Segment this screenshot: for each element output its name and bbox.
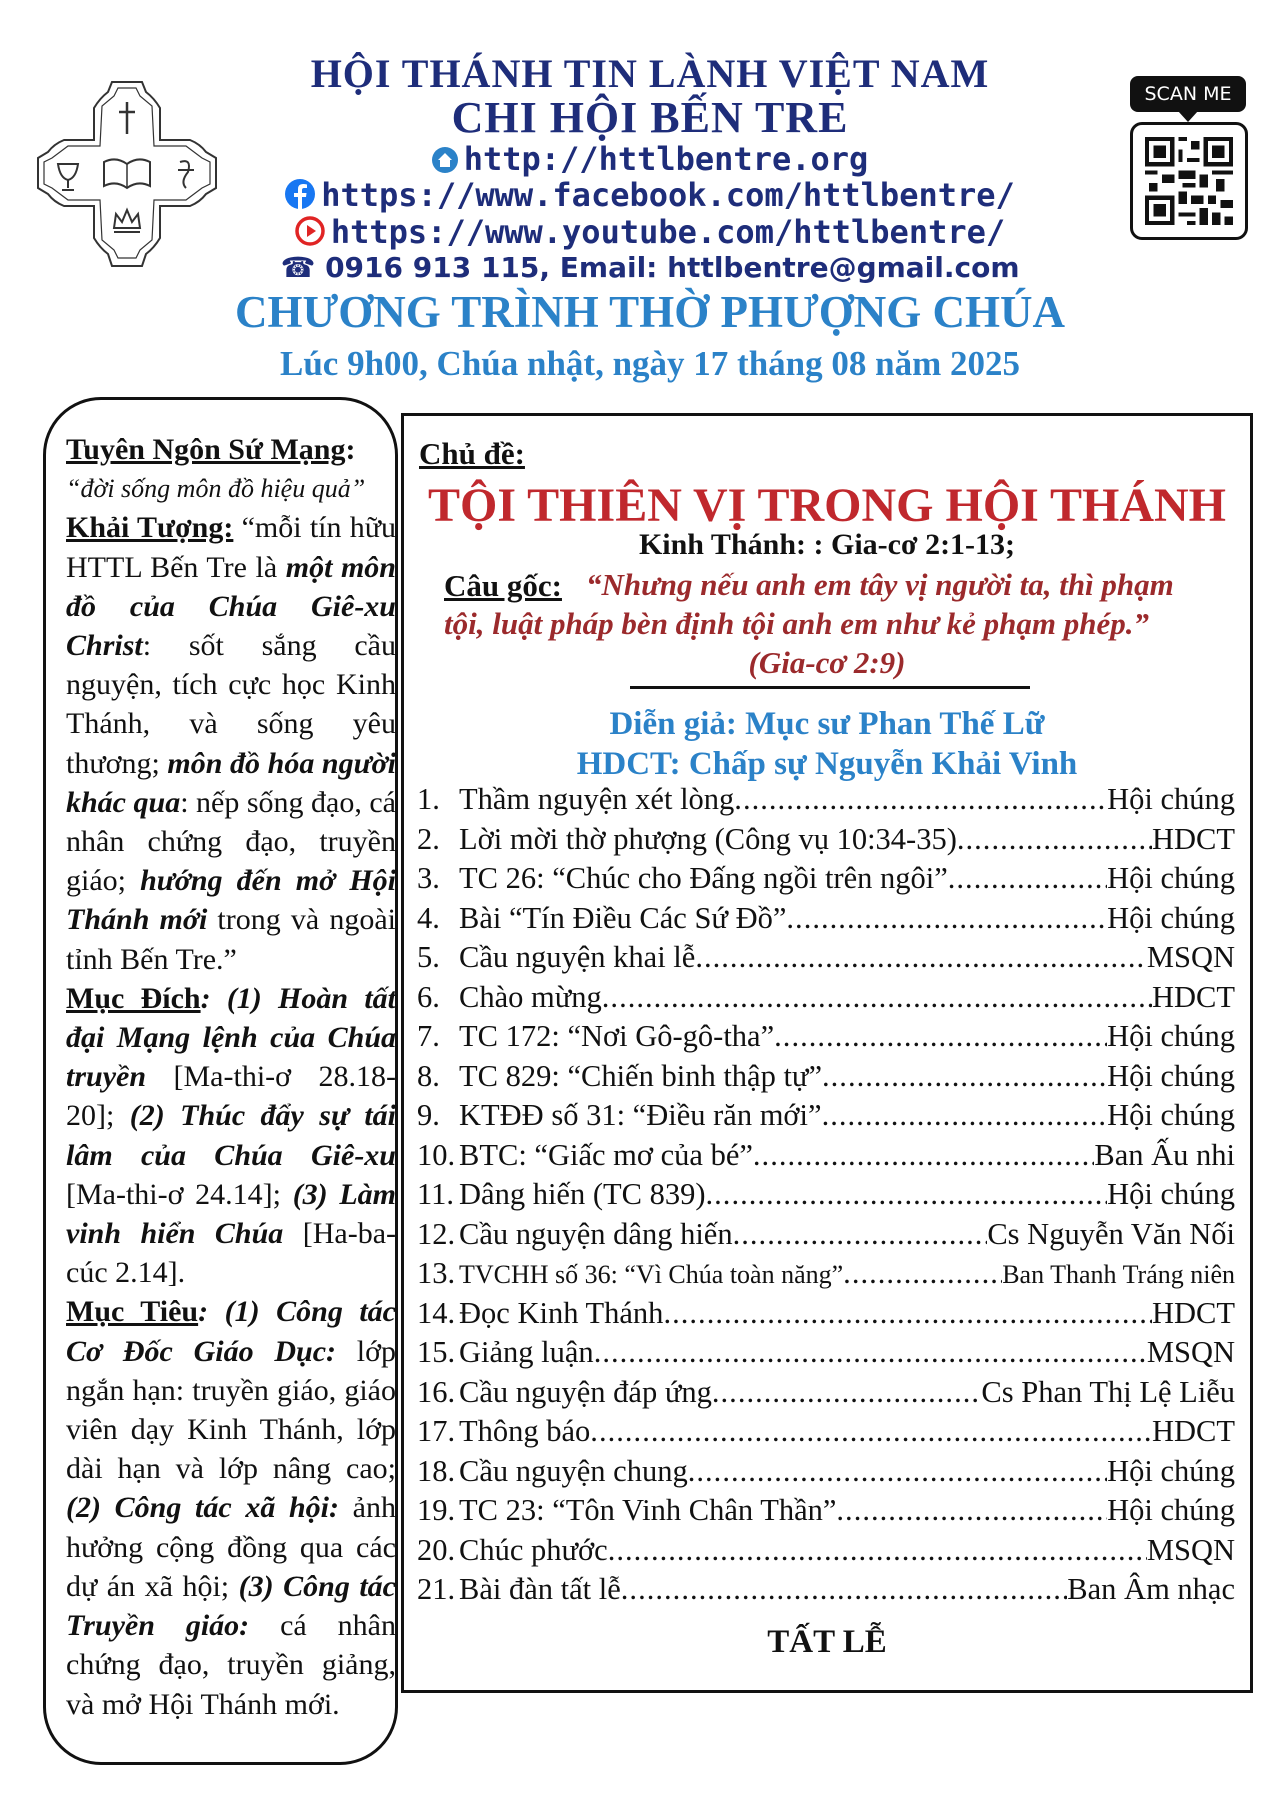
church-name: HỘI THÁNH TIN LÀNH VIỆT NAM: [310, 51, 990, 96]
item-number: 21.: [417, 1572, 456, 1606]
goal-text-1: lớp ngắn hạn: truyền giáo, giáo viên dạy Kinh Thánh, lớp dài hạn và lớp nâng cao;: [66, 1334, 396, 1486]
item-responsible: Cs Phan Thị Lệ Liễu: [981, 1374, 1235, 1409]
item-number: 8.: [417, 1058, 440, 1093]
leader-dots: [957, 822, 1152, 857]
topic-label: Chủ đề:: [419, 436, 525, 471]
leader-dots: [590, 1414, 1152, 1449]
order-of-service-list: [417, 782, 1235, 1612]
item-responsible: Ban Ấu nhi: [1094, 1137, 1235, 1172]
item-responsible: Hội chúng: [1107, 1019, 1235, 1053]
goal-bold-3: (3) Công tác Truyền giáo:: [66, 1569, 397, 1643]
item-label: Bài đàn tất lễ: [459, 1572, 621, 1606]
item-label: Cầu nguyện dâng hiến: [459, 1216, 733, 1251]
item-responsible: Hội chúng: [1107, 1493, 1235, 1527]
item-label: Cầu nguyện khai lễ: [459, 940, 696, 974]
scripture-reference: Kinh Thánh: : Gia-cơ 2:1-13;: [638, 528, 1016, 561]
list-item: [417, 822, 1235, 862]
leader-dots: [843, 1256, 1002, 1291]
closing-label: TẤT LỄ: [767, 1624, 887, 1660]
goal-text-3: cá nhân chứng đạo, truyền giảng, và mở Hội Thánh mới.: [66, 1609, 396, 1721]
goal-heading: Mục Tiêu: [66, 1295, 199, 1329]
item-label: Cầu nguyện đáp ứng: [459, 1374, 712, 1409]
leader-dots: [594, 1335, 1147, 1370]
item-number: 19.: [417, 1493, 456, 1527]
mission-subtitle: “đời sống môn đồ hiệu quả”: [66, 474, 366, 504]
host: HDCT: Chấp sự Nguyễn Khải Vinh: [576, 746, 1078, 782]
sermon-title: TỘI THIÊN VỊ TRONG HỘI THÁNH: [428, 479, 1226, 532]
qr-scan-block[interactable]: [1130, 76, 1246, 246]
item-number: 12.: [417, 1216, 456, 1251]
item-label: TC 829: “Chiến binh thập tự”: [459, 1058, 822, 1093]
leader-dots: [734, 782, 1107, 817]
item-number: 13.: [417, 1256, 456, 1290]
item-number: 18.: [417, 1453, 456, 1488]
facebook-text: https://www.facebook.com/httlbentre/: [321, 176, 1015, 214]
purpose-text-3: [Ha-ba-cúc 2.14].: [66, 1217, 396, 1290]
item-label: Chào mừng: [459, 979, 602, 1014]
cross-emblem-icon: [34, 78, 220, 270]
item-number: 7.: [417, 1019, 440, 1053]
key-verse-reference: (Gia-cơ 2:9): [748, 645, 906, 680]
list-item: [417, 1335, 1235, 1375]
item-number: 6.: [417, 979, 440, 1014]
list-item: [417, 782, 1235, 822]
leader-dots: [753, 1138, 1094, 1173]
facebook-icon: [285, 179, 315, 209]
branch-name: CHI HỘI BẾN TRE: [451, 93, 849, 142]
item-label: TVCHH số 36: “Vì Chúa toàn năng”: [459, 1260, 844, 1289]
item-number: 2.: [417, 821, 440, 856]
list-item: [417, 1217, 1235, 1257]
website-link[interactable]: [210, 140, 1090, 178]
leader-dots: [822, 1059, 1107, 1094]
leader-dots: [948, 861, 1107, 896]
vision-text-4: trong và ngoài tỉnh Bến Tre.”: [66, 903, 396, 976]
mission-heading: Tuyên Ngôn Sứ Mạng: [66, 433, 346, 466]
vision-bold-3: hướng đến mở Hội Thánh mới: [66, 864, 396, 937]
goal-bold-2: (2) Công tác xã hội:: [66, 1491, 339, 1525]
vision-heading: Khải Tượng:: [66, 511, 234, 545]
youtube-link[interactable]: [210, 213, 1090, 251]
item-responsible: Hội chúng: [1107, 1098, 1235, 1132]
qr-frame: [1130, 122, 1248, 240]
contact-line: [210, 251, 1090, 284]
item-label: Chúc phước: [459, 1532, 608, 1567]
mission-text: Tuyên Ngôn Sứ Mạng: “đời sống môn đồ hiệu quả” Khải Tượng: “mỗi tín hữu HTTL Bến Tre là một môn đồ của Chúa Giê-xu Christ: sốt sắng cầu nguyện, tích cực học Kinh Thánh, và sống yêu thương; môn đồ hóa người khác qua: nếp sống đạo, cá nhân chứng đạo, truyền giáo; hướng đến mở Hội Thánh mới trong và ngoài tỉnh Bến Tre.” Mục Đích: (1) Hoàn tất đại Mạng lệnh của Chúa truyền [Ma-thi-ơ 28.18-20]; (2) Thúc đẩy sự tái lâm của Chúa Giê-xu [Ma-thi-ơ 24.14]; (3) Làm vinh hiển Chúa [Ha-ba-cúc 2.14]. Mục Tiêu: (1) Công tác Cơ Đốc Giáo Dục: lớp ngắn hạn: truyền giáo, giáo viên dạy Kinh Thánh, lớp dài hạn và lớp nâng cao; (2) Công tác xã hội: ảnh hưởng cộng đồng qua các dự án xã hội; (3) Công tác Truyền giáo: cá nhân chứng đạo, truyền giảng, và mở Hội Thánh mới.: [66, 430, 396, 1724]
item-responsible: Hội chúng: [1107, 1177, 1235, 1211]
key-verse-line-1: “Nhưng nếu anh em tây vị người ta, thì phạm: [586, 567, 1174, 602]
item-number: 9.: [417, 1098, 440, 1132]
key-verse-line-2: tội, luật pháp bèn định tội anh em như kẻ phạm phép.”: [444, 606, 1150, 641]
item-label: Giảng luận: [459, 1335, 594, 1369]
list-item: [417, 940, 1235, 980]
item-number: 15.: [417, 1335, 456, 1369]
youtube-text: https://www.youtube.com/httlbentre/: [330, 213, 1006, 251]
list-item: [417, 1256, 1235, 1296]
scan-me-label: SCAN ME: [1130, 76, 1246, 112]
vision-text-2: : sốt sắng cầu nguyện, tích cực học Kinh Thánh, và sống yêu thương;: [66, 629, 396, 780]
item-responsible: HDCT: [1151, 1295, 1235, 1330]
list-item: [417, 1454, 1235, 1494]
speaker: Diễn giả: Mục sư Phan Thế Lữ: [609, 706, 1045, 742]
item-responsible: MSQN: [1146, 940, 1235, 974]
list-item: [417, 1138, 1235, 1178]
leader-dots: [695, 940, 1147, 975]
purpose-text-2: [Ma-thi-ơ 24.14];: [66, 1177, 293, 1211]
item-responsible: Hội chúng: [1107, 782, 1235, 816]
item-number: 16.: [417, 1374, 456, 1409]
purpose-text-1: [Ma-thi-ơ 28.18-20];: [66, 1060, 396, 1133]
item-number: 14.: [417, 1295, 456, 1330]
purpose-bold-3: (3) Làm vinh hiển Chúa: [66, 1177, 397, 1251]
list-item: [417, 1177, 1235, 1217]
item-responsible: Hội chúng: [1107, 861, 1235, 895]
leader-dots: [733, 1217, 988, 1252]
item-label: Bài “Tín Điều Các Sứ Đồ”: [459, 900, 787, 935]
purpose-bold-2: (2) Thúc đẩy sự tái lâm của Chúa Giê-xu: [66, 1099, 397, 1172]
item-label: TC 26: “Chúc cho Đấng ngồi trên ngôi”: [459, 861, 948, 895]
service-program-box: [401, 413, 1253, 1693]
leader-dots: [706, 1177, 1108, 1212]
item-number: 4.: [417, 900, 440, 935]
item-label: Lời mời thờ phượng (Công vụ 10:34-35): [459, 821, 957, 856]
facebook-link[interactable]: [210, 176, 1090, 214]
home-icon: [432, 147, 458, 173]
vision-bold-2: môn đồ hóa người khác qua: [66, 746, 397, 819]
list-item: [417, 1533, 1235, 1573]
list-item: [417, 1296, 1235, 1336]
item-responsible: HDCT: [1151, 979, 1235, 1014]
list-item: [417, 861, 1235, 901]
item-responsible: Ban Âm nhạc: [1067, 1572, 1235, 1606]
item-number: 1.: [417, 782, 440, 816]
leader-dots: [602, 980, 1152, 1015]
item-responsible: Ban Thanh Tráng niên: [1002, 1260, 1235, 1289]
key-verse-label: Câu gốc:: [444, 568, 562, 603]
purpose-paragraph: [66, 979, 396, 1293]
item-responsible: MSQN: [1146, 1335, 1235, 1369]
vision-bold-1: một môn đồ của Chúa Giê-xu Christ: [66, 550, 396, 663]
item-responsible: Hội chúng: [1107, 1453, 1235, 1488]
item-label: BTC: “Giấc mơ của bé”: [459, 1137, 753, 1172]
phone-icon: ☎: [280, 251, 326, 284]
item-number: 17.: [417, 1414, 456, 1448]
goal-bold-1: : (1) Công tác Cơ Đốc Giáo Dục:: [66, 1295, 396, 1368]
qr-code-icon: [1145, 137, 1233, 225]
leader-dots: [608, 1533, 1147, 1568]
mission-panel: [43, 397, 398, 1765]
leader-dots: [621, 1572, 1068, 1607]
item-label: KTĐĐ số 31: “Điều răn mới”: [459, 1098, 822, 1132]
vision-text-3: : nếp sống đạo, cá nhân chứng đạo, truyền giáo;: [66, 785, 396, 898]
list-item: [417, 1414, 1235, 1454]
item-number: 5.: [417, 940, 440, 974]
item-responsible: Cs Nguyễn Văn Nối: [987, 1216, 1235, 1251]
vision-paragraph: [66, 508, 396, 978]
item-label: Cầu nguyện chung: [459, 1453, 688, 1488]
item-label: Đọc Kinh Thánh: [459, 1295, 664, 1330]
list-item: [417, 1059, 1235, 1099]
list-item: [417, 901, 1235, 941]
list-item: [417, 1375, 1235, 1415]
list-item: [417, 980, 1235, 1020]
goal-text-2: ảnh hưởng cộng đồng qua các dự án xã hội;: [66, 1491, 396, 1603]
leader-dots: [663, 1296, 1152, 1331]
website-text: http://httlbentre.org: [463, 140, 869, 178]
purpose-heading: Mục Đích: [66, 981, 201, 1015]
item-label: TC 23: “Tôn Vinh Chân Thần”: [459, 1493, 837, 1527]
list-item: [417, 1572, 1235, 1612]
item-responsible: Hội chúng: [1107, 1058, 1235, 1093]
item-responsible: Hội chúng: [1107, 900, 1235, 935]
item-label: TC 172: “Nơi Gô-gô-tha”: [459, 1019, 775, 1053]
leader-dots: [712, 1375, 982, 1410]
item-number: 11.: [417, 1177, 454, 1211]
leader-dots: [822, 1098, 1108, 1133]
item-number: 3.: [417, 861, 440, 895]
vision-text-1: “mỗi tín hữu HTTL Bến Tre là: [66, 511, 396, 584]
list-item: [417, 1493, 1235, 1533]
item-number: 20.: [417, 1532, 456, 1567]
list-item: [417, 1098, 1235, 1138]
item-responsible: HDCT: [1151, 1414, 1235, 1448]
purpose-bold-1: : (1) Hoàn tất đại Mạng lệnh của Chúa truyền: [66, 981, 396, 1094]
item-label: Dâng hiến (TC 839): [459, 1177, 706, 1211]
youtube-icon: [295, 216, 325, 246]
leader-dots: [774, 1019, 1107, 1054]
list-item: [417, 1019, 1235, 1059]
item-responsible: MSQN: [1146, 1532, 1235, 1567]
leader-dots: [836, 1493, 1107, 1528]
goal-paragraph: [66, 1292, 396, 1723]
item-responsible: HDCT: [1151, 821, 1235, 856]
item-number: 10.: [417, 1137, 456, 1172]
divider: [630, 686, 1030, 689]
leader-dots: [786, 901, 1107, 936]
item-label: Thầm nguyện xét lòng: [459, 782, 735, 816]
service-datetime: Lúc 9h00, Chúa nhật, ngày 17 tháng 08 năm 2025: [279, 344, 1021, 383]
leader-dots: [688, 1454, 1107, 1489]
item-label: Thông báo: [459, 1414, 591, 1448]
program-title: CHƯƠNG TRÌNH THỜ PHƯỢNG CHÚA: [234, 287, 1066, 337]
contact-text: 0916 913 115, Email: httlbentre@gmail.com: [325, 251, 1020, 284]
